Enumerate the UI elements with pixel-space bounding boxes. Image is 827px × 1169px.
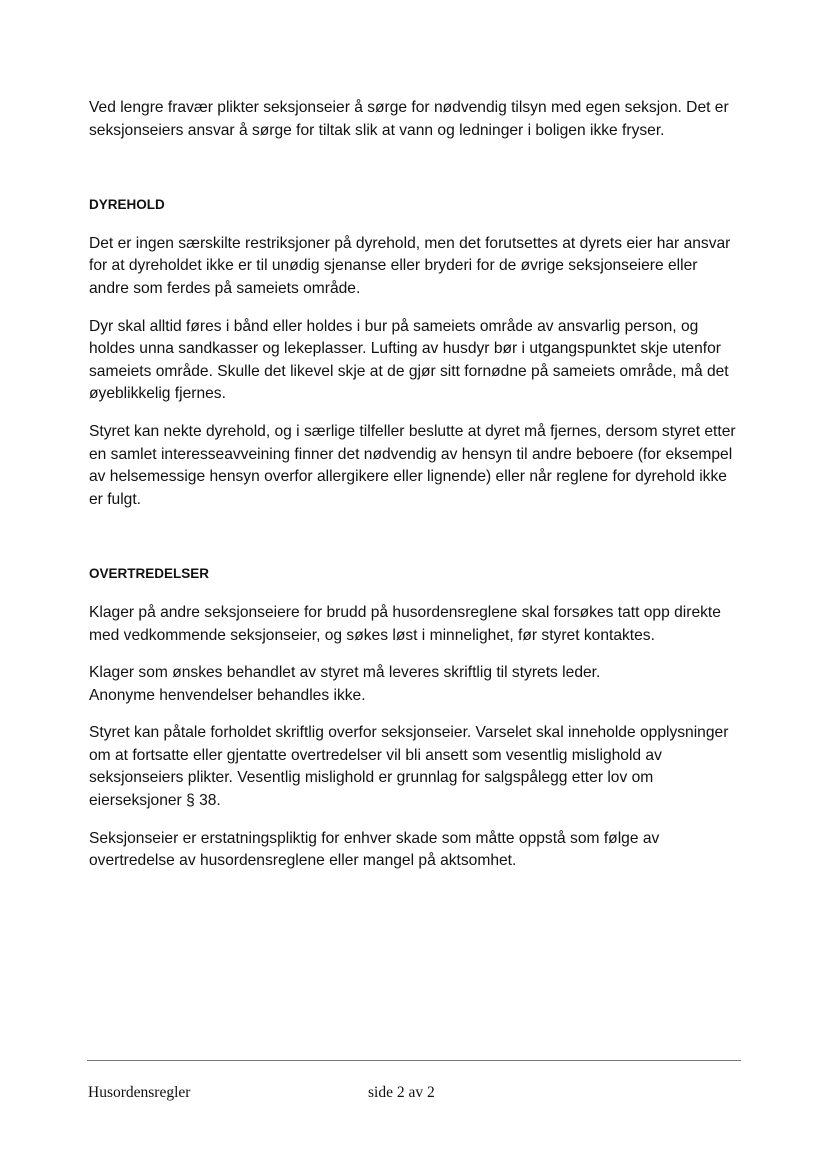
footer-page-number: side 2 av 2 bbox=[368, 1084, 435, 1101]
overtredelser-paragraph-2 bbox=[89, 662, 739, 707]
document-body bbox=[89, 97, 739, 888]
section-heading-overtredelser: OVERTREDELSER bbox=[89, 566, 210, 582]
section-heading-dyrehold: DYREHOLD bbox=[89, 197, 165, 213]
intro-paragraph: Ved lengre fravær plikter seksjonseier å sørge for nødvendig tilsyn med egen seksjon. Det er seksjonseiers ansvar å sørge for tiltak slik at vann og ledninger i boligen ikke fryser. bbox=[89, 99, 729, 139]
footer-divider bbox=[87, 1060, 741, 1061]
dyrehold-paragraph-3: Styret kan nekte dyrehold, og i særlige tilfeller beslutte at dyret må fjernes, dersom styret etter en samlet interesseavveining finner det nødvendig av hensyn til andre beboere (for eksempel av helsemessige hensyn overfor allergikere eller lignende) eller når reglene for dyrehold ikke er fulgt. bbox=[89, 422, 736, 508]
overtredelser-paragraph-4: Seksjonseier er erstatningspliktig for enhver skade som måtte oppstå som følge av overtredelse av husordensreglene eller mangel på aktsomhet. bbox=[89, 829, 660, 870]
overtredelser-paragraph-2-line-2: Anonyme henvendelser behandles ikke. bbox=[89, 686, 366, 704]
overtredelser-paragraph-3: Styret kan påtale forholdet skriftlig overfor seksjonseier. Varselet skal inneholde opplysninger om at fortsatte eller gjentatte overtredelser vil bli ansett som vesentlig mislighold av seksjonseiers plikter. Vesentlig mislighold er grunnlag for salgspålegg etter lov om eierseksjoner § 38. bbox=[89, 724, 729, 810]
overtredelser-paragraph-1: Klager på andre seksjonseiere for brudd på husordensreglene skal forsøkes tatt opp direkte med vedkommende seksjonseier, og søkes løst i minnelighet, før styret kontaktes. bbox=[89, 603, 721, 644]
dyrehold-paragraph-2: Dyr skal alltid føres i bånd eller holdes i bur på sameiets område av ansvarlig person, og holdes unna sandkasser og lekeplasser. Lufting av husdyr bør i utgangspunktet skje utenfor sameiets område. Skulle det likevel skje at de gjør sitt fornødne på sameiets område, må det øyeblikkelig fjernes. bbox=[89, 317, 729, 403]
overtredelser-paragraph-2-line-1: Klager som ønskes behandlet av styret må leveres skriftlig til styrets leder. bbox=[89, 664, 601, 682]
dyrehold-paragraph-1: Det er ingen særskilte restriksjoner på dyrehold, men det forutsettes at dyrets eier har ansvar for at dyreholdet ikke er til unødig sjenanse eller bryderi for de øvrige seksjonseiere eller andre som ferdes på sameiets område. bbox=[89, 234, 731, 297]
footer-document-title: Husordensregler bbox=[88, 1084, 191, 1101]
